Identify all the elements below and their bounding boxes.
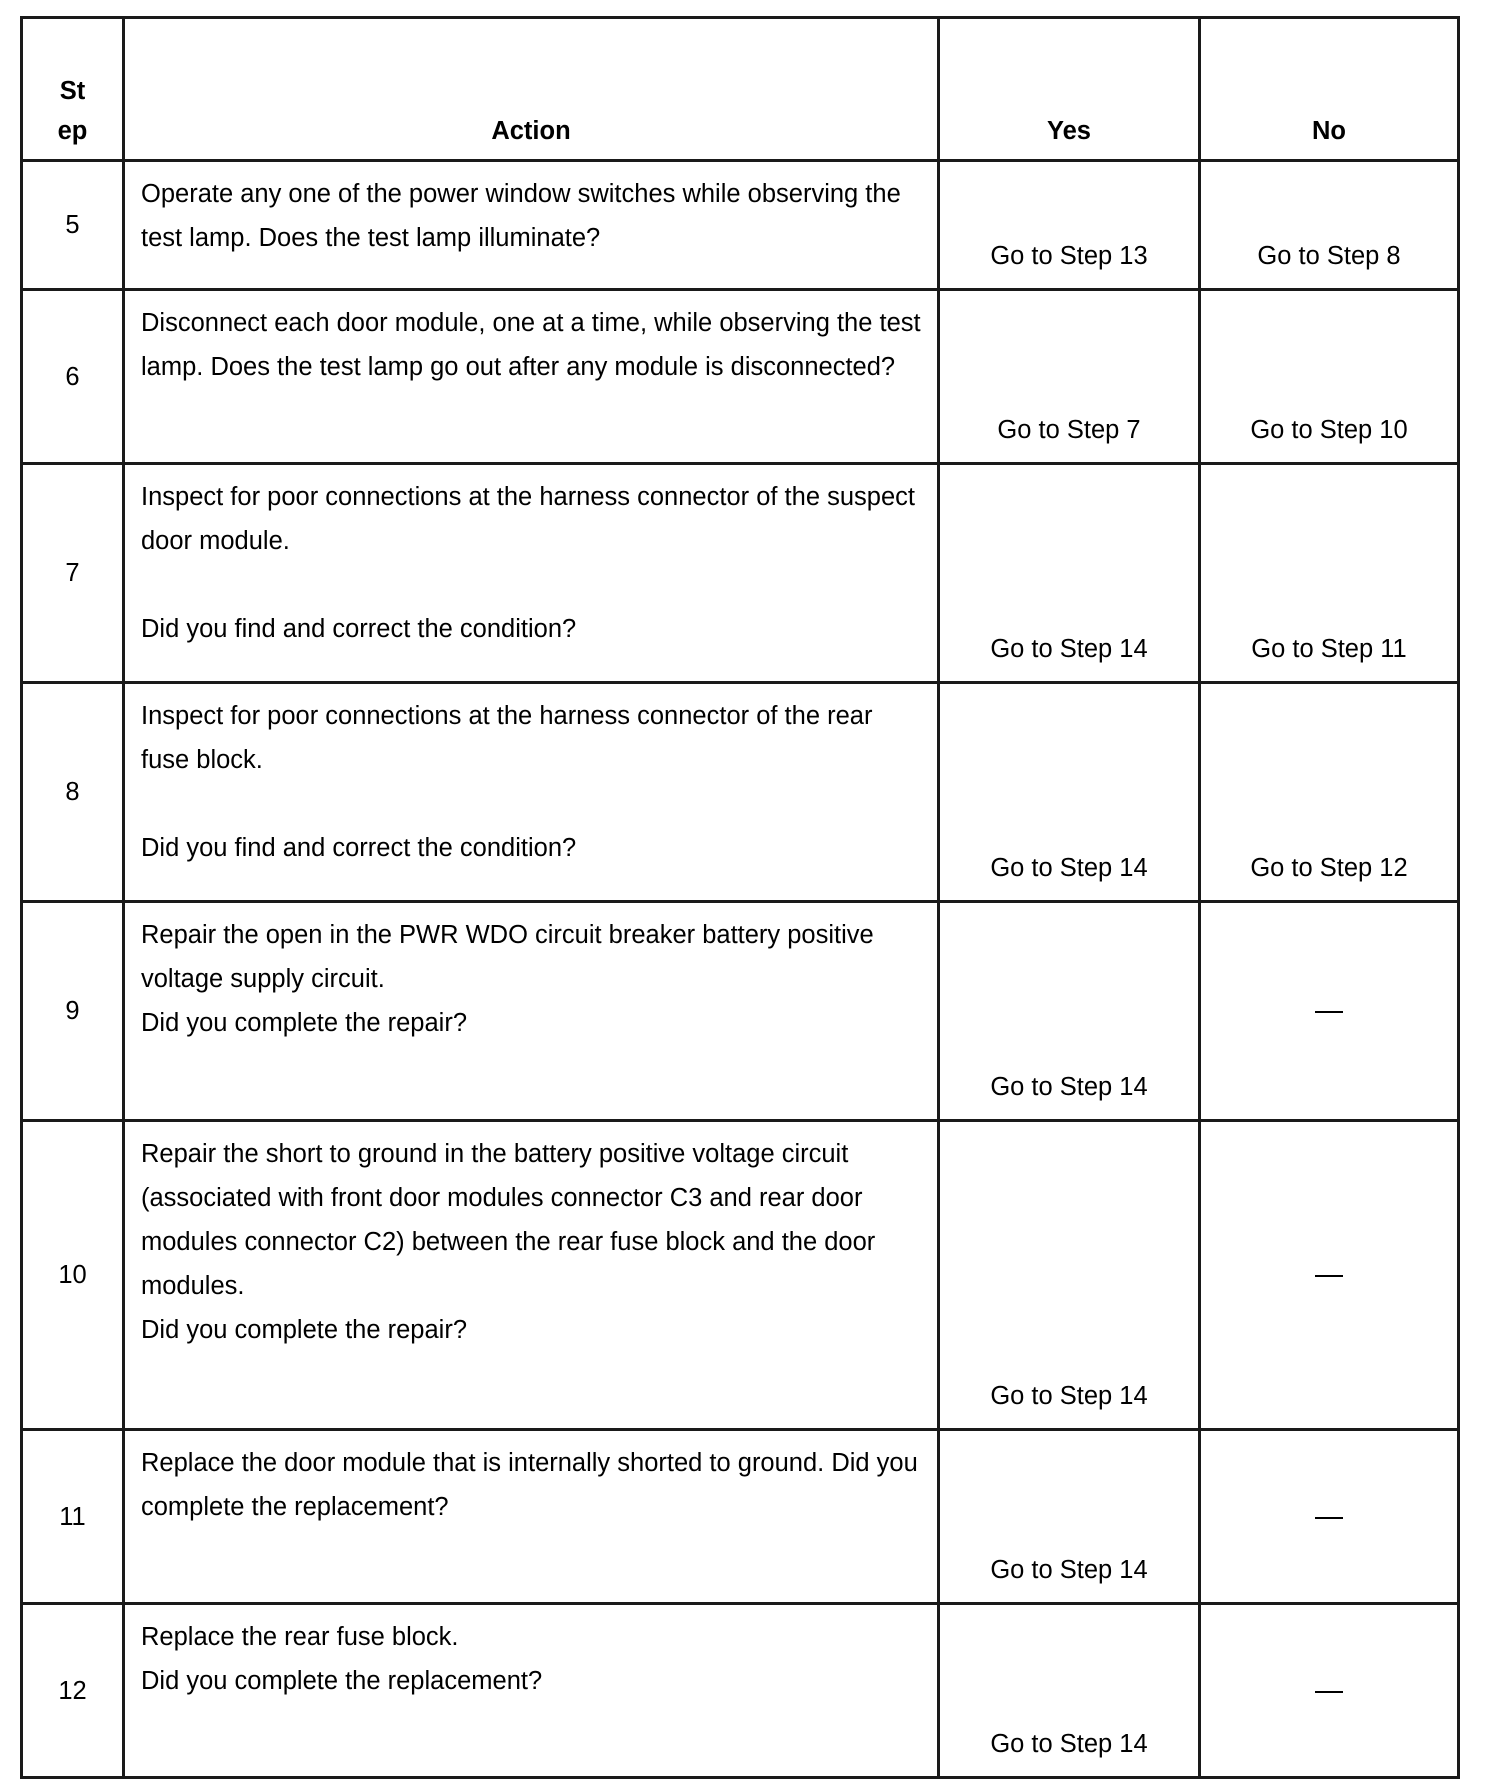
no-cell: Go to Step 8 xyxy=(1200,161,1459,290)
header-step-label: St ep xyxy=(57,77,88,145)
yes-cell: Go to Step 14 xyxy=(939,1121,1200,1430)
no-cell: Go to Step 11 xyxy=(1200,464,1459,683)
action-cell xyxy=(124,902,939,1121)
header-yes-label: Yes xyxy=(1047,117,1091,145)
table-row xyxy=(22,902,1459,1121)
step-number: 9 xyxy=(22,902,124,1121)
yes-cell: Go to Step 14 xyxy=(939,902,1200,1121)
step-number: 10 xyxy=(22,1121,124,1430)
yes-cell: Go to Step 14 xyxy=(939,683,1200,902)
yes-cell: Go to Step 14 xyxy=(939,1430,1200,1604)
yes-cell: Go to Step 13 xyxy=(939,161,1200,290)
yes-cell: Go to Step 7 xyxy=(939,290,1200,464)
header-action xyxy=(124,18,939,161)
step-number: 6 xyxy=(22,290,124,464)
action-cell xyxy=(124,464,939,683)
action-text: Inspect for poor connections at the harness connector of the suspect door module. Did you find and correct the condition? xyxy=(141,483,915,643)
header-yes xyxy=(939,18,1200,161)
step-number: 5 xyxy=(22,161,124,290)
yes-cell: Go to Step 14 xyxy=(939,1604,1200,1778)
header-row xyxy=(22,18,1459,161)
no-cell xyxy=(1200,1430,1459,1604)
table-row xyxy=(22,1430,1459,1604)
no-cell: Go to Step 12 xyxy=(1200,683,1459,902)
action-text: Operate any one of the power window switches while observing the test lamp. Does the test lamp illuminate? xyxy=(141,180,901,252)
step-number: 7 xyxy=(22,464,124,683)
step-number: 8 xyxy=(22,683,124,902)
action-text: Replace the rear fuse block. Did you complete the replacement? xyxy=(141,1623,543,1695)
no-cell xyxy=(1200,902,1459,1121)
action-cell xyxy=(124,683,939,902)
no-cell xyxy=(1200,1121,1459,1430)
action-cell xyxy=(124,1430,939,1604)
step-number: 11 xyxy=(22,1430,124,1604)
action-text: Repair the open in the PWR WDO circuit breaker battery positive voltage supply circuit. Did you complete the repair? xyxy=(141,921,874,1037)
no-dash xyxy=(1315,1691,1343,1693)
header-step xyxy=(22,18,124,161)
table-row xyxy=(22,1121,1459,1430)
header-action-label: Action xyxy=(491,117,571,145)
action-text: Inspect for poor connections at the harness connector of the rear fuse block. Did you find and correct the condition? xyxy=(141,702,873,862)
no-dash xyxy=(1315,1011,1343,1013)
no-dash xyxy=(1315,1517,1343,1519)
no-dash xyxy=(1315,1275,1343,1277)
action-text: Disconnect each door module, one at a time, while observing the test lamp. Does the test lamp go out after any module is disconnected? xyxy=(141,309,921,381)
action-text: Repair the short to ground in the battery positive voltage circuit (associated with front door modules connector C3 and rear door modules connector C2) between the rear fuse block and the door modules. Did you complete the repair? xyxy=(141,1140,876,1344)
action-cell xyxy=(124,1121,939,1430)
action-cell xyxy=(124,1604,939,1778)
no-cell xyxy=(1200,1604,1459,1778)
no-cell: Go to Step 10 xyxy=(1200,290,1459,464)
table-row xyxy=(22,683,1459,902)
table-row xyxy=(22,161,1459,290)
table-row xyxy=(22,290,1459,464)
table-row xyxy=(22,1604,1459,1778)
action-cell xyxy=(124,161,939,290)
header-no-label: No xyxy=(1312,117,1346,145)
action-cell xyxy=(124,290,939,464)
yes-cell: Go to Step 14 xyxy=(939,464,1200,683)
action-text: Replace the door module that is internally shorted to ground. Did you complete the replacement? xyxy=(141,1449,918,1521)
diagnostic-steps-table xyxy=(20,16,1460,1779)
step-number: 12 xyxy=(22,1604,124,1778)
header-no xyxy=(1200,18,1459,161)
table-row xyxy=(22,464,1459,683)
